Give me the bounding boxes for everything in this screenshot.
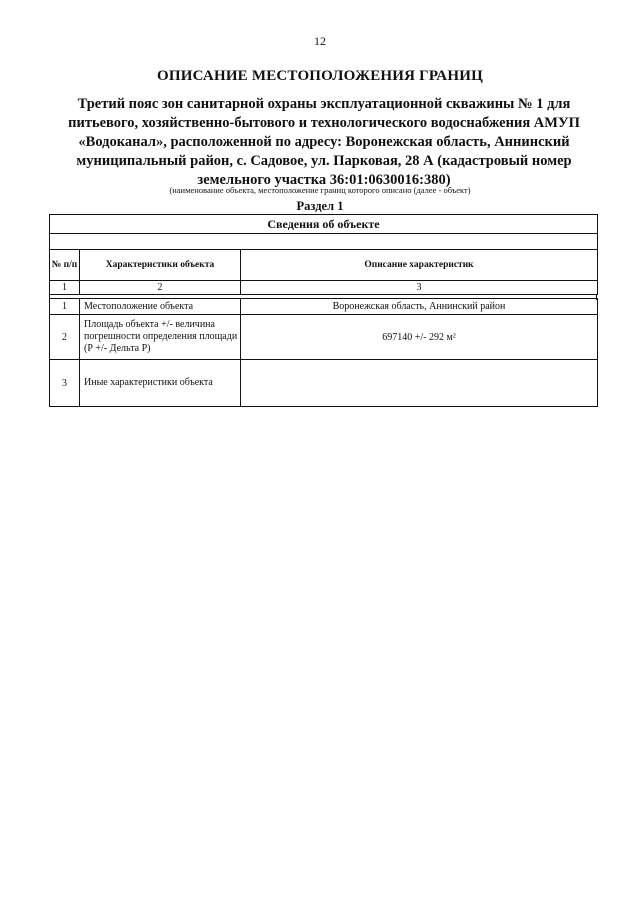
header-characteristic: Характеристики объекта — [80, 250, 241, 281]
object-description — [56, 95, 592, 190]
table-row — [50, 315, 598, 360]
header-number: № п/п — [50, 250, 80, 281]
subject-line: Третий пояс зон санитарной охраны эксплуатационной скважины № 1 для — [77, 96, 571, 112]
row-characteristic: Иные характеристики объекта — [80, 360, 241, 407]
object-info-header-table — [49, 214, 598, 295]
subject-line: муниципальный район, с. Садовое, ул. Парковая, 28 А (кадастровый номер — [76, 153, 572, 169]
object-caption: (наименование объекта, местоположение границ которого описано (далее - объект) — [169, 185, 471, 195]
column-number: 2 — [80, 281, 241, 295]
row-description: Воронежская область, Аннинский район — [241, 299, 598, 315]
table-row — [50, 299, 598, 315]
row-characteristic: Площадь объекта +/- величина погрешности определения площади (Р +/- Дельта Р) — [80, 315, 241, 360]
object-info-table — [49, 298, 598, 407]
column-number: 1 — [50, 281, 80, 295]
row-number: 3 — [50, 360, 80, 407]
blank-row — [50, 234, 598, 250]
row-number: 2 — [50, 315, 80, 360]
section-heading: Раздел 1 — [296, 199, 344, 213]
row-description: 697140 +/- 292 м² — [241, 315, 598, 360]
table-banner: Сведения об объекте — [50, 215, 598, 234]
row-number: 1 — [50, 299, 80, 315]
document-title: ОПИСАНИЕ МЕСТОПОЛОЖЕНИЯ ГРАНИЦ — [157, 68, 483, 84]
column-number: 3 — [241, 281, 598, 295]
subject-line: питьевого, хозяйственно-бытового и технологического водоснабжения АМУП — [68, 115, 580, 131]
row-characteristic: Местоположение объекта — [80, 299, 241, 315]
subject-line: земельного участка 36:01:0630016:380) — [197, 172, 451, 188]
header-description: Описание характеристик — [241, 250, 598, 281]
subject-line: «Водоканал», расположенной по адресу: Воронежская область, Аннинский — [78, 134, 570, 150]
table-row — [50, 360, 598, 407]
row-description — [241, 360, 598, 407]
page-number: 12 — [314, 34, 326, 48]
